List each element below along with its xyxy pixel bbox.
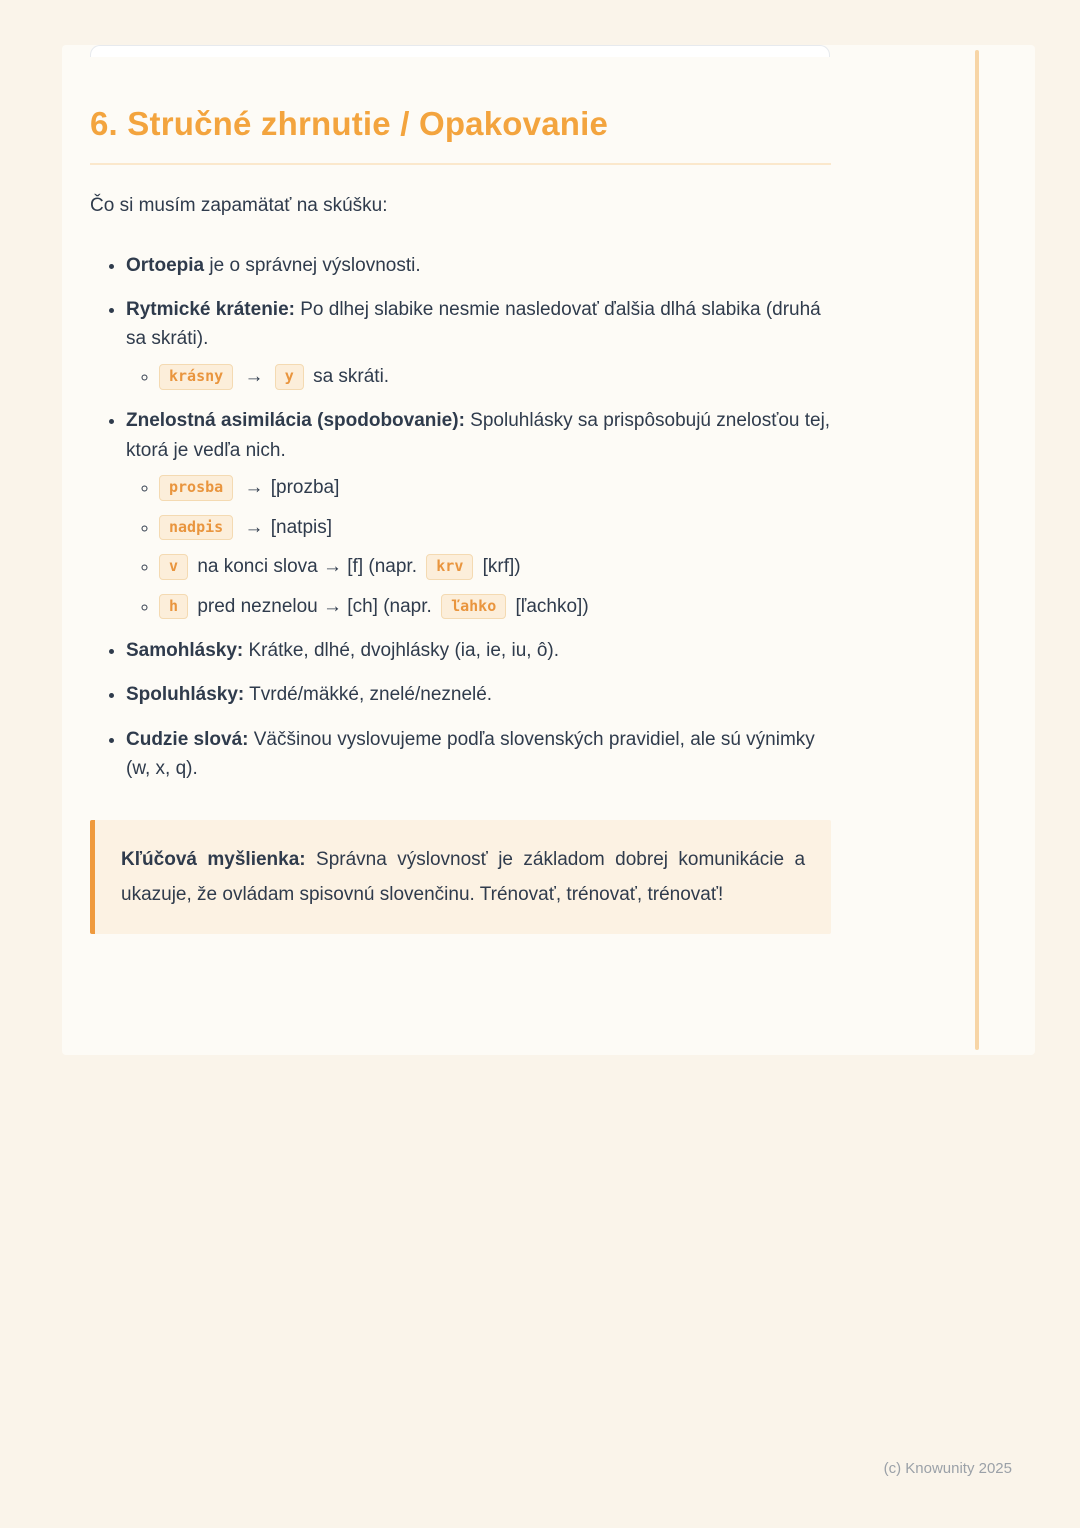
code-chip: krásny: [159, 364, 233, 390]
bullet-text: Krátke, dlhé, dvojhlásky (ia, ie, iu, ô).: [243, 639, 559, 661]
bullet-bold: Spoluhlásky:: [126, 684, 245, 706]
copyright-footer: (c) Knowunity 2025: [883, 1460, 1012, 1477]
page-title: 6. Stručné zhrnutie / Opakovanie: [90, 105, 609, 142]
sub-text: pred neznelou → [ch] (napr.: [197, 595, 432, 617]
callout-bold: Kľúčová myšlienka:: [121, 848, 306, 870]
bullet-text: Tvrdé/mäkké, znelé/neznelé.: [244, 684, 493, 706]
code-chip: prosba: [159, 475, 233, 501]
sub-list-item: [159, 362, 831, 391]
sub-text: na konci slova → [f] (napr.: [197, 556, 417, 578]
bullet-bold: Samohlásky:: [126, 639, 244, 661]
document-content: [90, 58, 831, 934]
sub-list-asimilacia: [126, 473, 831, 621]
list-item-spoluhlasky: [126, 680, 831, 709]
arrow-symbol: →: [244, 477, 264, 499]
arrow-symbol: →: [244, 516, 264, 538]
bullet-text: Spoluhlásky sa prispôsobujú znelosťou tej, ktorá je vedľa nich.: [126, 410, 831, 461]
summary-list: [90, 251, 831, 784]
key-idea-callout: [90, 820, 831, 934]
arrow-symbol: →: [244, 365, 264, 387]
sub-text: [natpis]: [270, 516, 333, 538]
card-top-edge: [90, 45, 830, 57]
list-item-cudzie-slova: [126, 725, 831, 784]
bullet-bold: Znelostná asimilácia (spodobovanie):: [126, 410, 465, 432]
callout-text: Správna výslovnosť je základom dobrej komunikácie a ukazuje, že ovládam spisovnú slovenčinu. Trénovať, trénovať, trénovať!: [121, 848, 806, 905]
list-item-ortoepia: [126, 251, 831, 280]
code-chip: krv: [426, 554, 473, 580]
sub-text: sa skráti.: [313, 365, 390, 387]
bullet-text: je o správnej výslovnosti.: [204, 254, 421, 276]
code-chip: h: [159, 594, 188, 620]
bullet-text: Po dlhej slabike nesmie nasledovať ďalšia dlhá slabika (druhá sa skráti).: [126, 299, 821, 350]
title-divider: [90, 163, 831, 165]
code-chip: y: [275, 364, 304, 390]
sub-text: [ľachko]): [515, 595, 589, 617]
bullet-bold: Rytmické krátenie:: [126, 299, 295, 321]
list-item-rytmicke-kratenie: [126, 295, 831, 391]
accent-strip: [975, 50, 979, 1050]
sub-list-item: [159, 513, 831, 542]
bullet-bold: Ortoepia: [126, 254, 205, 276]
list-item-znelostna-asimilacia: [126, 406, 831, 621]
sub-text: [prozba]: [270, 477, 340, 499]
bullet-bold: Cudzie slová:: [126, 728, 249, 750]
code-chip: v: [159, 554, 188, 580]
sub-text: [krf]): [482, 556, 521, 578]
sub-list-rytmicke: [126, 362, 831, 391]
sub-list-item: [159, 552, 831, 581]
sub-list-item: [159, 592, 831, 621]
list-item-samohlasky: [126, 636, 831, 665]
bullet-text: Väčšinou vyslovujeme podľa slovenských pravidiel, ale sú výnimky (w, x, q).: [126, 728, 815, 780]
code-chip: nadpis: [159, 515, 233, 541]
code-chip: ľahko: [441, 594, 506, 620]
intro-text: Čo si musím zapamätať na skúšku:: [90, 195, 388, 217]
sub-list-item: [159, 473, 831, 502]
